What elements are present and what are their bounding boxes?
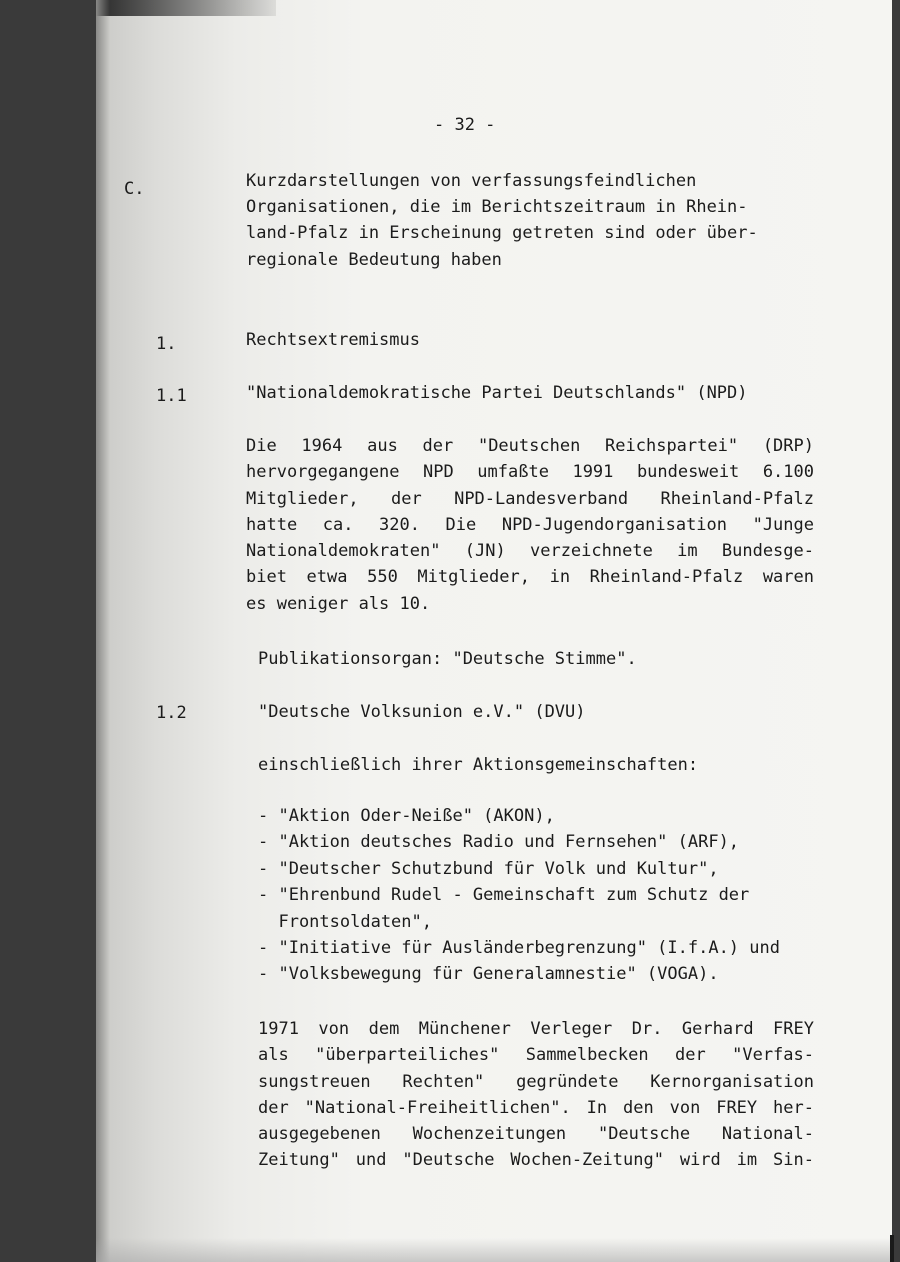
section-c-title-line-3: land-Pfalz in Erscheinung getreten sind oder über- (246, 223, 758, 243)
section-1-label: 1. (156, 334, 177, 354)
body-line: hatte ca. 320. Die NPD-Jugendorganisation "Junge (246, 514, 814, 535)
section-c-title-line-2: Organisationen, die im Berichtszeitraum in Rhein- (246, 197, 748, 217)
list-item: - "Ehrenbund Rudel - Gemeinschaft zum Schutz der (258, 885, 750, 906)
list-item: - "Aktion deutsches Radio und Fernsehen" (ARF), (258, 832, 740, 853)
section-c-title-line-1: Kurzdarstellungen von verfassungsfeindlichen (246, 171, 697, 191)
body-line: Nationaldemokraten" (JN) verzeichnete im Bundesge- (246, 541, 814, 562)
scan-shadow-top (96, 0, 276, 16)
aktionsgemeinschaften-list (258, 803, 780, 988)
section-1-title: Rechtsextremismus (246, 330, 420, 350)
section-1-2-label: 1.2 (156, 703, 187, 723)
section-c-title-line-4: regionale Bedeutung haben (246, 250, 502, 270)
section-1-2-body (258, 1016, 814, 1174)
section-1-1-publication: Publikationsorgan: "Deutsche Stimme". (258, 649, 637, 669)
page-number: - 32 - (434, 115, 496, 135)
scan-shadow-bottom (96, 1238, 892, 1262)
body-line: Mitglieder, der NPD-Landesverband Rheinland-Pfalz (246, 488, 814, 509)
section-1-1-title: "Nationaldemokratische Partei Deutschlands" (NPD) (246, 383, 748, 403)
body-line: Die 1964 aus der "Deutschen Reichspartei" (DRP) (246, 436, 814, 456)
body-line: ausgegebenen Wochenzeitungen "Deutsche National- (258, 1124, 814, 1145)
list-item: - "Volksbewegung für Generalamnestie" (VOGA). (258, 964, 719, 985)
list-item: - "Deutscher Schutzbund für Volk und Kultur", (258, 858, 719, 879)
section-c-label: C. (124, 179, 145, 199)
body-line: biet etwa 550 Mitglieder, in Rheinland-Pfalz waren (246, 567, 814, 588)
section-1-1-body (246, 433, 814, 617)
body-line: der "National-Freiheitlichen". In den von FREY her- (258, 1097, 814, 1118)
body-line: Zeitung" und "Deutsche Wochen-Zeitung" wird im Sin- (258, 1150, 814, 1171)
list-item: - "Aktion Oder-Neiße" (AKON), (258, 806, 555, 826)
scan-edge-mark (890, 1235, 894, 1262)
body-line: als "überparteiliches" Sammelbecken der "Verfas- (258, 1045, 814, 1066)
scan-shadow-left (96, 0, 110, 1262)
section-1-2-title: "Deutsche Volksunion e.V." (DVU) (258, 702, 586, 722)
body-line: es weniger als 10. (246, 593, 431, 614)
list-item: Frontsoldaten", (258, 911, 432, 932)
body-line: sungstreuen Rechten" gegründete Kernorganisation (258, 1071, 814, 1092)
body-line: 1971 von dem Münchener Verleger Dr. Gerhard FREY (258, 1019, 814, 1039)
section-1-1-label: 1.1 (156, 386, 187, 406)
section-1-2-intro: einschließlich ihrer Aktionsgemeinschaften: (258, 755, 699, 775)
body-line: hervorgegangene NPD umfaßte 1991 bundesweit 6.100 (246, 462, 814, 483)
list-item: - "Initiative für Ausländerbegrenzung" (I.f.A.) und (258, 937, 780, 958)
